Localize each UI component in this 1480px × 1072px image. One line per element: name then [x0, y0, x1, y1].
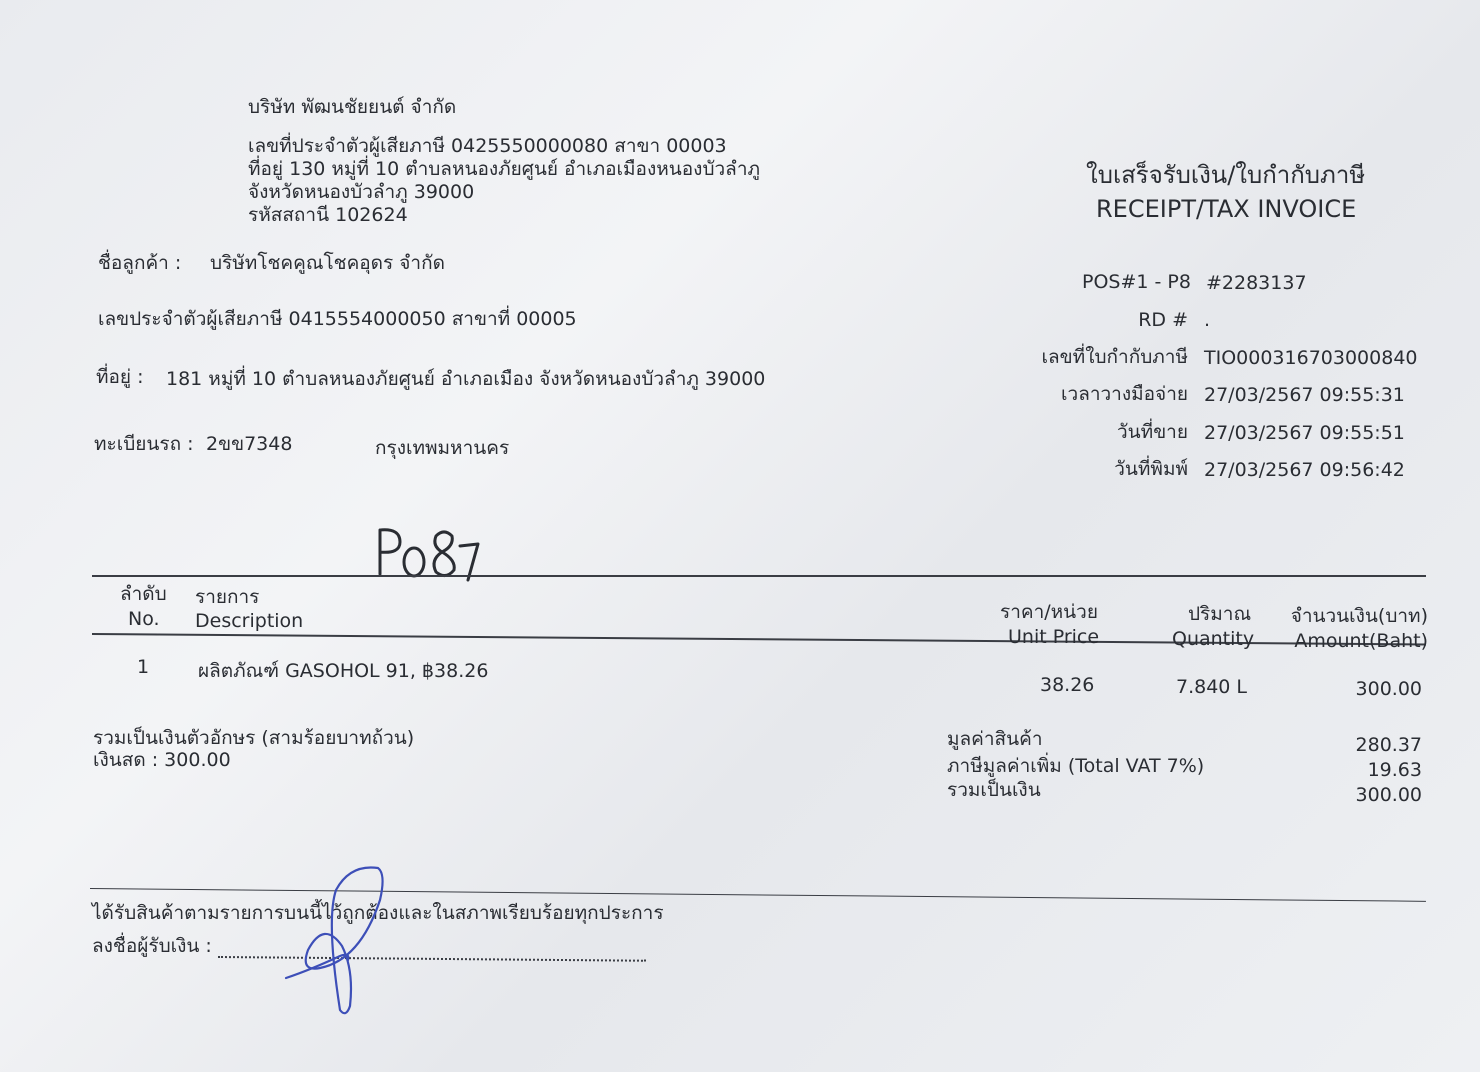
title-thai: ใบเสร็จรับเงิน/ใบกำกับภาษี: [1086, 161, 1366, 189]
company-address-line1: ที่อยู่ 130 หมู่ที่ 10 ตำบลหนองภัยศูนย์ อำเภอเมืองหนองบัวลำภู: [248, 158, 761, 180]
sale-date-value: 27/03/2567 09:55:51: [1204, 422, 1405, 444]
vat-value: 19.63: [1367, 759, 1422, 781]
payment-time-value: 27/03/2567 09:55:31: [1204, 384, 1405, 406]
goods-value: 280.37: [1355, 734, 1422, 756]
customer-address-value: 181 หมู่ที่ 10 ตำบลหนองภัยศูนย์ อำเภอเมือง จังหวัดหนองบัวลำภู 39000: [166, 368, 766, 390]
payment-time-label: เวลาวางมือจ่าย: [1061, 383, 1188, 405]
station-code: รหัสสถานี 102624: [248, 204, 408, 226]
header-desc-en: Description: [195, 610, 304, 632]
row-description: ผลิตภัณฑ์ GASOHOL 91, ฿38.26: [198, 660, 489, 682]
signer-label: ลงชื่อผู้รับเงิน :: [92, 935, 212, 957]
plate-value: 2ขข7348: [206, 433, 293, 455]
header-price-en: Unit Price: [1008, 626, 1100, 648]
sale-date-label: วันที่ขาย: [1117, 421, 1188, 443]
cash-paid: เงินสด : 300.00: [93, 749, 231, 771]
pos-id: POS#1 - P8: [1082, 271, 1191, 293]
grand-total-label: รวมเป็นเงิน: [947, 779, 1041, 801]
company-tax-id: เลขที่ประจำตัวผู้เสียภาษี 0425550000080 สาขา 00003: [248, 135, 727, 157]
customer-address-label: ที่อยู่ :: [96, 366, 144, 388]
vat-label: ภาษีมูลค่าเพิ่ม (Total VAT 7%): [947, 755, 1205, 777]
goods-value-label: มูลค่าสินค้า: [947, 728, 1043, 750]
row-amount: 300.00: [1355, 678, 1422, 700]
customer-name-label: ชื่อลูกค้า :: [98, 252, 182, 274]
company-name: บริษัท พัฒนชัยยนต์ จำกัด: [248, 96, 457, 118]
row-no: 1: [137, 656, 150, 678]
invoice-value: TIO000316703000840: [1204, 347, 1418, 369]
header-amount-en: Amount(Baht): [1294, 630, 1428, 652]
customer-name-value: บริษัทโชคคูณโชคอุดร จำกัด: [210, 252, 445, 274]
rd-label: RD #: [1138, 309, 1188, 331]
header-qty-th: ปริมาณ: [1188, 603, 1252, 625]
total-in-words: รวมเป็นเงินตัวอักษร (สามร้อยบาทถ้วน): [93, 727, 415, 749]
header-qty-en: Quantity: [1172, 628, 1255, 650]
header-amount-th: จำนวนเงิน(บาท): [1290, 605, 1428, 627]
title-english: RECEIPT/TAX INVOICE: [1096, 195, 1357, 223]
invoice-label: เลขที่ใบกำกับภาษี: [1041, 346, 1188, 368]
plate-label: ทะเบียนรถ :: [94, 433, 194, 455]
row-unit-price: 38.26: [1040, 674, 1095, 696]
rd-value: .: [1204, 309, 1211, 331]
grand-total-value: 300.00: [1355, 784, 1422, 806]
print-date-value: 27/03/2567 09:56:42: [1204, 459, 1405, 481]
table-top-rule: [92, 575, 1426, 577]
print-date-label: วันที่พิมพ์: [1114, 458, 1188, 480]
signature-mark: [280, 860, 410, 1020]
pos-number: #2283137: [1206, 272, 1307, 294]
header-no-en: No.: [128, 608, 160, 630]
row-quantity: 7.840 L: [1176, 676, 1248, 698]
header-no-th: ลำดับ: [120, 583, 167, 605]
province: กรุงเทพมหานคร: [375, 437, 510, 459]
header-price-th: ราคา/หน่วย: [1000, 601, 1098, 623]
company-address-line2: จังหวัดหนองบัวลำภู 39000: [248, 181, 475, 203]
customer-tax-line: เลขประจำตัวผู้เสียภาษี 0415554000050 สาขาที่ 00005: [98, 308, 577, 330]
received-statement: ได้รับสินค้าตามรายการบนนี้ไว้ถูกต้องและในสภาพเรียบร้อยทุกประการ: [92, 902, 664, 924]
header-desc-th: รายการ: [195, 586, 260, 608]
